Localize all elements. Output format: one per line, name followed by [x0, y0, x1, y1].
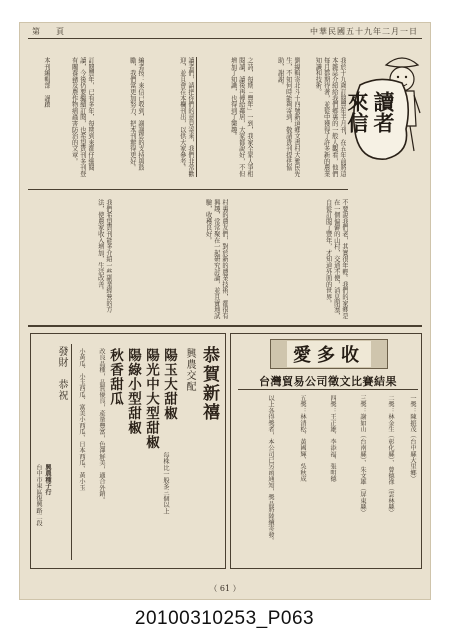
- company-name: 興農種子行: [44, 464, 51, 495]
- contest-banner: [270, 339, 388, 369]
- contest-title-rule: [238, 389, 418, 390]
- greeting-ad: [30, 333, 226, 569]
- greeting-divider: [71, 344, 72, 560]
- product-note: 每株比一般多三個以上: [162, 452, 169, 514]
- greeting-title: 恭賀新禧: [199, 346, 219, 422]
- letter-column-2: 劉緯輯寄北斗十四號新道鄉文書村大雅民先生，不知何時能夠寄到，敬請貴刊提供協助，謝謝。: [276, 57, 300, 177]
- letter-lower-3: 我們希望貴刊能多介紹一些副業經營的方法，使農家收入增加，生活改善。: [96, 199, 112, 313]
- contest-banner-text: 愛多收: [287, 341, 371, 367]
- letter-column-6: 訂閱豐年，已有多年，每期到來都仔細閱讀，今後仍要繼續訂閱，也希望貴刊多刊登有關養豬及農作物病蟲害防治的文章。: [70, 57, 94, 177]
- mid-rule: [28, 189, 348, 190]
- product-description-2: 小黃瓜、小玉西瓜、富美小西瓜、日本西瓜、黃小玉: [78, 348, 85, 491]
- column-heading-title: 讀者來信: [345, 91, 396, 133]
- product-1: 陽玉大甜椒: [161, 348, 177, 421]
- greeting-left-title: 發財 恭祝: [56, 346, 67, 401]
- header-rule: [28, 38, 422, 39]
- letter-lower-1: 不要說我們老，其實很年輕。我們的家鄉是在一個偏僻的山村，交通不便，消息閉塞，自從訂閱了豐年，才知道外面的世界。: [324, 199, 348, 319]
- product-description: 改良品種，品質優良，產量豐富，色澤鮮美，適合外銷。: [98, 348, 105, 503]
- scan-caption: 20100310253_P063: [134, 608, 315, 629]
- company-address: 台中市東區復興路二段: [35, 464, 42, 526]
- contest-results-title: 台灣貿易公司徵文比賽結果: [259, 375, 397, 388]
- contest-entry-4: 四獎：王正雄、李添福、張明德: [329, 395, 336, 482]
- section-rule: [28, 325, 422, 327]
- contest-entry-1: 一獎：陳振茂（台中縣大里鄉）: [409, 395, 416, 482]
- product-4: 秋香甜瓜: [107, 348, 123, 406]
- page-number: （ 61 ）: [209, 584, 241, 593]
- contest-note: 以上各得獎者，本公司已另函通知，獎品將陸續寄發。: [267, 395, 274, 544]
- document-page: [19, 22, 431, 600]
- letter-column-5: 編者按：來信已收到，謝謝您的支持與鼓勵，我們當更加努力，把本刊辦得更好。: [128, 57, 144, 171]
- header-page-label: 第 頁: [32, 27, 64, 36]
- letter-column-1: 我於十九歲訂閱豐年半月刊，在五年前將這本雜誌介紹給我們鄉裏的一般人觀看，他們每月都期待著，並從中獲得了許多新的農業知識和技術。: [314, 57, 346, 177]
- contest-entry-2: 二獎：林金生（彰化縣）、曾德祿（雲林縣）: [387, 395, 394, 516]
- letter-column-3: 之詩，每期「豐年」一到，我家全家人爭相閱讀，讀後再傳給鄰居，大家都說好，不但增加了知識，也得到了樂趣。: [196, 57, 253, 177]
- page-header: [20, 23, 430, 39]
- letter-signature: 本刊編輯部 謹啟: [43, 57, 50, 108]
- issue-date: 中華民國五十九年二月一日: [310, 27, 418, 36]
- letter-column-4: 讀者們，請把你們的意見寄來，我們非常歡迎，並且會在本欄刊出，以供大家參考。: [178, 57, 194, 177]
- letter-lower-2: 村裏的農友們，對於新的農業技術，都很有興趣，常常聚在一起研究討論，並且實地試驗，收穫良好。: [204, 199, 228, 319]
- product-3: 陽綠小型甜椒: [125, 348, 141, 435]
- column-heading-badge: [345, 73, 412, 163]
- contest-entry-5: 五獎：林清松、黃國輝、吳秋成: [299, 395, 306, 482]
- contest-entry-3: 三獎：謝如山（台南縣）、朱文雄（屏東縣）: [359, 395, 366, 516]
- product-2: 陽光中大型甜椒: [143, 348, 159, 450]
- greeting-sender: 興農交配: [184, 348, 195, 392]
